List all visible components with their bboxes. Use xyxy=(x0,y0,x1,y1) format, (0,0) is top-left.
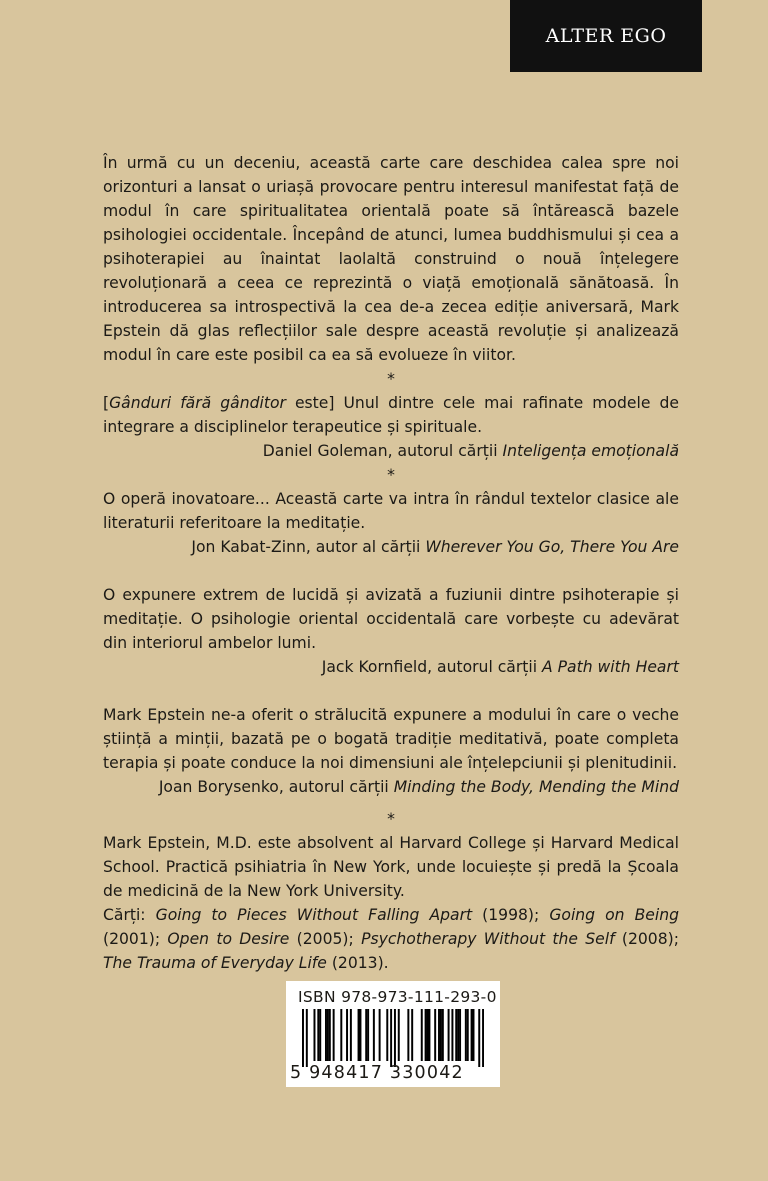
quote-2: O operă inovatoare... Această carte va intra în rândul textelor clasice ale literaturii referitoare la meditație. xyxy=(103,490,679,532)
barcode-bar xyxy=(394,1009,396,1067)
barcode-bar xyxy=(457,1009,459,1061)
barcode-bar xyxy=(473,1009,475,1061)
barcode-bar xyxy=(379,1009,381,1061)
quote-4: Mark Epstein ne-a oferit o strălucită expunere a modului în care o veche știință a minții, bazată pe o bogată tradiție meditativă, poate completa terapia și poate conduce la noi dimensiuni ale înțelepciunii și plenitudinii. xyxy=(103,706,679,772)
quote-4-attribution: Joan Borysenko, autorul cărții Minding the Body, Mending the Mind xyxy=(158,778,679,796)
publisher-logo xyxy=(510,0,702,72)
separator-star: * xyxy=(387,466,395,484)
separator-star: * xyxy=(387,370,395,388)
isbn-label: ISBN 978-973-111-293-0 xyxy=(298,988,497,1006)
barcode-bar xyxy=(386,1009,388,1061)
publisher-logo-text: ALTER EGO xyxy=(545,25,667,47)
barcode-bar xyxy=(448,1009,450,1061)
barcode-bar xyxy=(365,1009,367,1061)
barcode-bar xyxy=(440,1009,442,1061)
barcode-bar xyxy=(442,1009,444,1061)
author-books: Cărți: Going to Pieces Without Falling Apart (1998); Going on Being (2001); Open to Desire (2005); Psychotherapy Without the Self (2008); The Trauma of Everyday Life (2013). xyxy=(103,906,679,972)
barcode-bar xyxy=(319,1009,321,1061)
barcode-bar xyxy=(358,1009,360,1061)
barcode-bar xyxy=(313,1009,315,1061)
quote-2-attribution: Jon Kabat-Zinn, autor al cărții Wherever You Go, There You Are xyxy=(191,538,679,556)
barcode-bar xyxy=(325,1009,327,1061)
quote-3: O expunere extrem de lucidă și avizată a fuziunii dintre psihoterapie și meditație. O psihologie oriental occidentală care vorbește cu adevărat din interiorul ambelor lumi. xyxy=(103,586,679,652)
quote-1-attribution: Daniel Goleman, autorul cărții Inteligența emoțională xyxy=(262,442,679,460)
barcode-bar xyxy=(350,1009,352,1061)
barcode-bar xyxy=(398,1009,400,1061)
barcode-bar xyxy=(438,1009,440,1061)
barcode-bar xyxy=(317,1009,319,1061)
barcode-bar xyxy=(333,1009,335,1061)
barcode-bar xyxy=(306,1009,308,1067)
barcode-bar xyxy=(471,1009,473,1061)
barcode-bar xyxy=(428,1009,430,1061)
barcode-bar xyxy=(373,1009,375,1061)
barcode-bar xyxy=(455,1009,457,1061)
barcode-bar xyxy=(367,1009,369,1061)
barcode-bar xyxy=(465,1009,467,1061)
barcode-bar xyxy=(407,1009,409,1061)
isbn-barcode xyxy=(286,981,500,1087)
author-bio: Mark Epstein, M.D. este absolvent al Harvard College și Harvard Medical School. Practică psihiatria în New York, unde locuiește și predă la Școala de medicină de la New York University. xyxy=(103,834,679,900)
barcode-bar xyxy=(411,1009,413,1061)
barcode-bar xyxy=(340,1009,342,1061)
barcode-bar xyxy=(478,1009,480,1067)
barcode-bar xyxy=(327,1009,329,1061)
quote-1: [Gânduri fără gânditor este] Unul dintre cele mai rafinate modele de integrare a disciplinelor terapeutice și spirituale. xyxy=(103,394,679,436)
intro-paragraph: În urmă cu un deceniu, această carte care deschidea calea spre noi orizonturi a lansat o uriașă provocare pentru interesul manifestat față de modul în care spiritualitatea orientală poate să întărească bazele psihologiei occidentale. Începând de atunci, lumea buddhismului și cea a psihoterapiei au înaintat laolaltă construind o nouă înțelegere revoluționară a ceea ce reprezintă o viață emoțională sănătoasă. În introducerea sa introspectivă la cea de-a zecea ediție aniversară, Mark Epstein dă glas reflecțiilor sale despre această revoluție și analizează modul în care este posibil ca ea să evolueze în viitor. xyxy=(103,154,679,364)
barcode-bar xyxy=(390,1009,392,1067)
barcode-bar xyxy=(425,1009,427,1061)
barcode-bar xyxy=(427,1009,429,1061)
barcode-bar xyxy=(451,1009,453,1061)
ean-digits: 5 948417 330042 xyxy=(290,1063,464,1083)
barcode-bar xyxy=(329,1009,331,1061)
separator-star: * xyxy=(387,810,395,828)
barcode-bars xyxy=(302,1009,484,1067)
barcode-bar xyxy=(482,1009,484,1067)
barcode-bar xyxy=(459,1009,461,1061)
barcode-bar xyxy=(434,1009,436,1061)
back-cover-text xyxy=(103,151,679,975)
quote-3-attribution: Jack Kornfield, autorul cărții A Path with Heart xyxy=(321,658,679,676)
barcode-bar xyxy=(359,1009,361,1061)
barcode-bar xyxy=(346,1009,348,1061)
barcode-bar xyxy=(302,1009,304,1067)
barcode-bar xyxy=(421,1009,423,1061)
barcode-bar xyxy=(467,1009,469,1061)
